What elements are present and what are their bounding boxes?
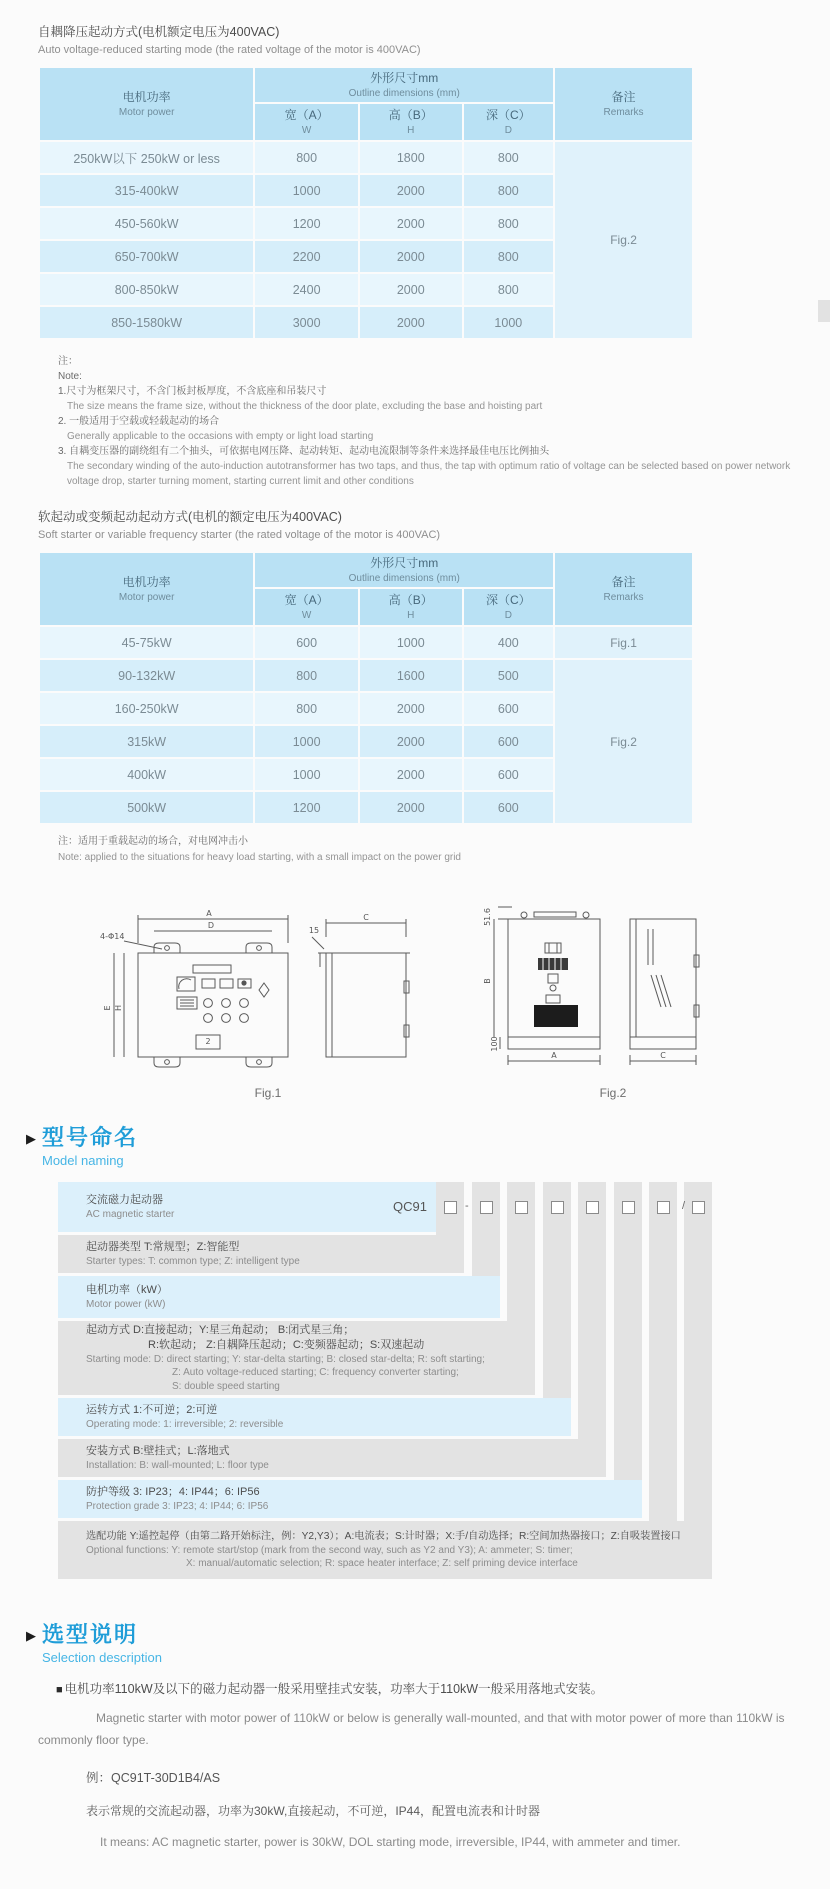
fig1-dim-c: C [363, 913, 369, 922]
cell-h: 2000 [360, 726, 462, 757]
selection-example-zh: 表示常规的交流起动器，功率为30kW,直接起动，不可逆，IP44，配置电流表和计时器 [86, 1804, 541, 1819]
cell-d: 600 [464, 759, 554, 790]
cell-d: 600 [464, 792, 554, 823]
cell-w: 800 [255, 142, 358, 173]
fig2-drawing [478, 895, 748, 1075]
fig1-dim-e: E [103, 1005, 112, 1011]
cell-d: 1000 [464, 307, 554, 338]
model-row-installation: 安装方式 B:壁挂式；L:落地式 Installation: B: wall-mounted; L: floor type [58, 1439, 606, 1477]
code-box-8 [692, 1201, 705, 1214]
cell-power: 500kW [40, 792, 253, 823]
cell-w: 1200 [255, 792, 358, 823]
cell-h: 2000 [360, 693, 462, 724]
cell-h: 2000 [360, 307, 462, 338]
cell-power: 315-400kW [40, 175, 253, 206]
code-strip-6 [614, 1182, 642, 1480]
auto-dimensions-table [38, 66, 694, 340]
cell-w: 1000 [255, 175, 358, 206]
code-slash: / [682, 1200, 686, 1213]
cell-h: 1600 [360, 660, 462, 691]
cell-h: 2000 [360, 792, 462, 823]
fig1-dim-holes: 4-Φ14 [100, 932, 125, 941]
cell-power: 160-250kW [40, 693, 253, 724]
selection-rule: ■ 电机功率110kW及以下的磁力起动器一般采用壁挂式安装，功率大于110kW一般采用落地式安装。 [56, 1682, 604, 1697]
note-item-en: The size means the frame size, without the thickness of the door plate, excluding the base and hoisting part [67, 401, 543, 412]
model-heading-zh: 型号命名 [42, 1125, 139, 1150]
selection-heading-en: Selection description [42, 1650, 162, 1666]
code-strip-5 [578, 1182, 606, 1439]
cell-d: 800 [464, 175, 554, 206]
note-item-en: The secondary winding of the auto-induction autotransformer has two taps, and thus, the tap with optimum ratio of voltage can be selected based on power network voltage drop, starter turning moment, starting current limit and other conditions [67, 461, 791, 487]
selection-body [38, 1679, 800, 1850]
soft-title-en: Soft starter or variable frequency starter (the rated voltage of the motor is 400VAC) [38, 528, 441, 541]
cell-power: 400kW [40, 759, 253, 790]
fig1-panel-number: 2 [205, 1037, 211, 1046]
cell-d: 800 [464, 142, 554, 173]
page-edge-tab [818, 300, 830, 322]
soft-note-zh: 注：适用于重载起动的场合，对电网冲击小 [58, 836, 248, 847]
cell-power: 45-75kW [40, 627, 253, 658]
cell-w: 800 [255, 660, 358, 691]
model-row-motor-power: 电机功率（kW） Motor power (kW) [58, 1276, 500, 1318]
table-row [40, 660, 692, 691]
cell-d: 800 [464, 241, 554, 272]
soft-section-title [38, 509, 792, 543]
fig1-dim-d: D [207, 921, 215, 930]
cell-h: 2000 [360, 274, 462, 305]
model-row-optional-functions: 选配功能 Y:遥控起停（由第二路开始标注，例：Y2,Y3）；A:电流表；S:计时器；X:手/自动选择；R:空间加热器接口；Z:自吸装置接口 Optional functions: Y: remote start/stop (mark from the second way, such as Y2 and Y3); A: ammeter; S: timer; X: manual/automatic selection; R: space heater interface; Z: self priming device interface [58, 1521, 712, 1579]
cell-power: 250kW以下 250kW or less [40, 142, 253, 173]
fig2-dim-top: 51.6 [483, 908, 492, 926]
fig2-dim-c: C [660, 1051, 666, 1060]
cell-h: 2000 [360, 175, 462, 206]
code-box-1 [444, 1201, 457, 1214]
fig2 [478, 895, 748, 1100]
col-header-height: 高（B） H [360, 104, 462, 140]
cell-w: 1200 [255, 208, 358, 239]
col-header-remarks: 备注 Remarks [555, 68, 692, 140]
model-row-product [58, 1182, 436, 1232]
note-label-zh: 注： [58, 356, 78, 367]
code-box-5 [586, 1201, 599, 1214]
auto-notes [58, 354, 792, 489]
code-box-7 [657, 1201, 670, 1214]
code-box-3 [515, 1201, 528, 1214]
product-name-zh: 交流磁力起动器 [86, 1193, 163, 1206]
cell-w: 2400 [255, 274, 358, 305]
code-box-4 [551, 1201, 564, 1214]
selection-rule-en: Magnetic starter with motor power of 110kW or below is generally wall-mounted, and that with motor power of more than 110kW is commonly floor type. [38, 1710, 785, 1748]
selection-example-code: 例：QC91T-30D1B4/AS [86, 1771, 221, 1786]
col-header-height: 高（B） H [360, 589, 462, 625]
cell-h: 1800 [360, 142, 462, 173]
col-header-depth: 深（C） D [464, 104, 554, 140]
code-strip-2 [472, 1182, 500, 1276]
code-strip-8 [684, 1182, 712, 1521]
col-header-remarks: 备注 Remarks [555, 553, 692, 625]
cell-w: 1000 [255, 726, 358, 757]
cell-remark-fig2: Fig.2 [555, 142, 692, 338]
cell-power: 850-1580kW [40, 307, 253, 338]
cell-h: 2000 [360, 241, 462, 272]
soft-note [58, 834, 792, 865]
note-item-en: Generally applicable to the occasions with empty or light load starting [67, 431, 374, 442]
cell-w: 600 [255, 627, 358, 658]
col-header-width: 宽（A） W [255, 104, 358, 140]
outline-drawings [98, 895, 792, 1100]
cell-h: 2000 [360, 759, 462, 790]
fig1-label: Fig.1 [254, 1086, 282, 1100]
fig1-dim-h: H [114, 1004, 123, 1012]
fig1-dim-a: A [206, 909, 212, 918]
cell-power: 800-850kW [40, 274, 253, 305]
square-bullet-icon: ■ [56, 1684, 63, 1697]
fig1-dim-offset: 15 [308, 926, 320, 935]
model-row-starting-mode: 起动方式 D:直接起动；Y:星三角起动； B:闭式星三角； R:软起动； Z:自耦降压起动；C:变频器起动；S:双速起动 Starting mode: D: direct starting; Y: star-delta starting; B: closed star-delta; R: soft starting; Z: Auto voltage-reduced starting; C: frequency converter starting; S: double speed starting [58, 1321, 535, 1395]
cell-d: 800 [464, 208, 554, 239]
cell-w: 2200 [255, 241, 358, 272]
cell-w: 3000 [255, 307, 358, 338]
fig2-dim-b: B [483, 978, 492, 984]
cell-remark-fig1: Fig.1 [555, 627, 692, 658]
code-box-6 [622, 1201, 635, 1214]
auto-title-zh: 自耦降压起动方式(电机额定电压为400VAC) [38, 25, 280, 39]
fig2-label: Fig.2 [599, 1086, 627, 1100]
note-item-zh: 2. 一般适用于空载或轻载起动的场合 [58, 416, 220, 427]
code-strip-4 [543, 1182, 571, 1398]
fig1-drawing [98, 907, 438, 1075]
col-header-motor-power: 电机功率 Motor power [40, 553, 253, 625]
cell-d: 500 [464, 660, 554, 691]
model-row-operating-mode: 运转方式 1:不可逆；2:可逆 Operating mode: 1: irreversible; 2: reversible [58, 1398, 571, 1436]
code-dash: - [465, 1200, 469, 1213]
cell-power: 90-132kW [40, 660, 253, 691]
cell-power: 315kW [40, 726, 253, 757]
cell-power: 450-560kW [40, 208, 253, 239]
auto-title-en: Auto voltage-reduced starting mode (the rated voltage of the motor is 400VAC) [38, 43, 421, 56]
table-row [40, 627, 692, 658]
product-name-en: AC magnetic starter [86, 1208, 175, 1220]
col-header-outline: 外形尺寸mm Outline dimensions (mm) [255, 68, 553, 102]
cell-w: 800 [255, 693, 358, 724]
auto-section-title [38, 24, 792, 58]
model-naming-table [58, 1182, 712, 1579]
col-header-outline: 外形尺寸mm Outline dimensions (mm) [255, 553, 553, 587]
note-label-en: Note: [58, 371, 82, 382]
selection-heading-zh: 选型说明 [42, 1622, 139, 1648]
model-naming-heading [26, 1125, 792, 1169]
cell-d: 400 [464, 627, 554, 658]
col-header-depth: 深（C） D [464, 589, 554, 625]
selection-heading [26, 1622, 792, 1666]
table-row [40, 142, 692, 173]
model-code: QC91 [393, 1199, 427, 1215]
code-strip-7 [649, 1182, 677, 1521]
fig1 [98, 907, 438, 1100]
code-box-2 [480, 1201, 493, 1214]
cell-h: 2000 [360, 208, 462, 239]
col-header-width: 宽（A） W [255, 589, 358, 625]
model-row-starter-type: 起动器类型 T:常规型；Z:智能型 Starter types: T: common type; Z: intelligent type [58, 1235, 464, 1273]
note-item-zh: 3. 自耦变压器的副绕组有二个抽头，可依据电网压降、起动转矩、起动电流限制等条件来选择最佳电压比例抽头 [58, 446, 550, 457]
fig2-dim-a: A [551, 1051, 557, 1060]
soft-dimensions-table [38, 551, 694, 825]
cell-d: 800 [464, 274, 554, 305]
soft-title-zh: 软起动或变频起动起动方式(电机的额定电压为400VAC) [38, 510, 342, 524]
selection-example-en: It means: AC magnetic starter, power is 30kW, DOL starting mode, irreversible, IP44, with ammeter and timer. [100, 1835, 681, 1850]
col-header-motor-power: 电机功率 Motor power [40, 68, 253, 140]
model-heading-en: Model naming [42, 1153, 124, 1169]
cell-d: 600 [464, 693, 554, 724]
note-item-zh: 1.尺寸为框架尺寸，不含门板封板厚度，不含底座和吊装尺寸 [58, 386, 327, 397]
cell-h: 1000 [360, 627, 462, 658]
section-arrow-icon: ▶ [26, 1131, 36, 1146]
cell-w: 1000 [255, 759, 358, 790]
section-arrow-icon: ▶ [26, 1628, 36, 1644]
fig2-dim-base: 100 [490, 1036, 499, 1052]
cell-d: 600 [464, 726, 554, 757]
model-row-protection-grade: 防护等级 3: IP23；4: IP44；6: IP56 Protection grade 3: IP23; 4: IP44; 6: IP56 [58, 1480, 642, 1518]
cell-power: 650-700kW [40, 241, 253, 272]
cell-remark-fig2: Fig.2 [555, 660, 692, 823]
soft-note-en: Note: applied to the situations for heavy load starting, with a small impact on the power grid [58, 851, 461, 863]
